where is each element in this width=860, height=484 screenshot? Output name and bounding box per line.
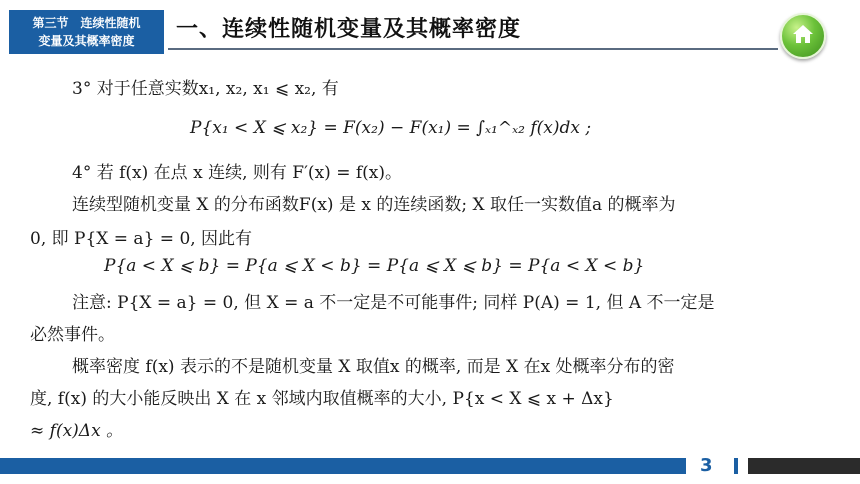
page-number: 3 [700,455,713,476]
density-paragraph-line3: ≈ f(x)Δx 。 [30,421,124,441]
formula-interval-probability: P{x₁ < X ⩽ x₂} = F(x₂) − F(x₁) = ∫ₓ₁^ₓ₂ f(x)dx ; [190,118,592,138]
density-paragraph-line2: 度, f(x) 的大小能反映出 X 在 x 邻域内取值概率的大小, P{x < X ⩽ x + Δx} [30,389,614,409]
section-badge-line1: 第三节 连续性随机 [32,16,141,30]
formula-equal-probabilities: P{a < X ⩽ b} = P{a ⩽ X < b} = P{a ⩽ X ⩽ b} = P{a < X < b} [104,256,645,276]
page-title: 一、连续性随机变量及其概率密度 [176,17,522,42]
property-4: 4° 若 f(x) 在点 x 连续, 则有 F′(x) = f(x)。 [72,163,402,183]
section-badge [9,10,164,54]
paragraph-continuous-line1: 连续型随机变量 X 的分布函数F(x) 是 x 的连续函数; X 取任一实数值a 的概率为 [72,195,676,215]
home-icon [792,24,814,48]
note-line2: 必然事件。 [30,325,115,345]
footer-dark-block [748,458,860,474]
footer-separator [734,458,738,474]
note-line1: 注意: P{X = a} = 0, 但 X = a 不一定是不可能事件; 同样 P(A) = 1, 但 A 不一定是 [72,293,715,313]
footer-bar [0,458,686,474]
paragraph-continuous-line2: 0, 即 P{X = a} = 0, 因此有 [30,229,253,249]
property-3-intro: 3° 对于任意实数x₁, x₂, x₁ ⩽ x₂, 有 [72,79,339,99]
home-button[interactable] [780,13,826,59]
section-badge-line2: 变量及其概率密度 [38,34,135,48]
title-divider [168,48,778,50]
density-paragraph-line1: 概率密度 f(x) 表示的不是随机变量 X 取值x 的概率, 而是 X 在x 处概率分布的密 [72,357,675,377]
